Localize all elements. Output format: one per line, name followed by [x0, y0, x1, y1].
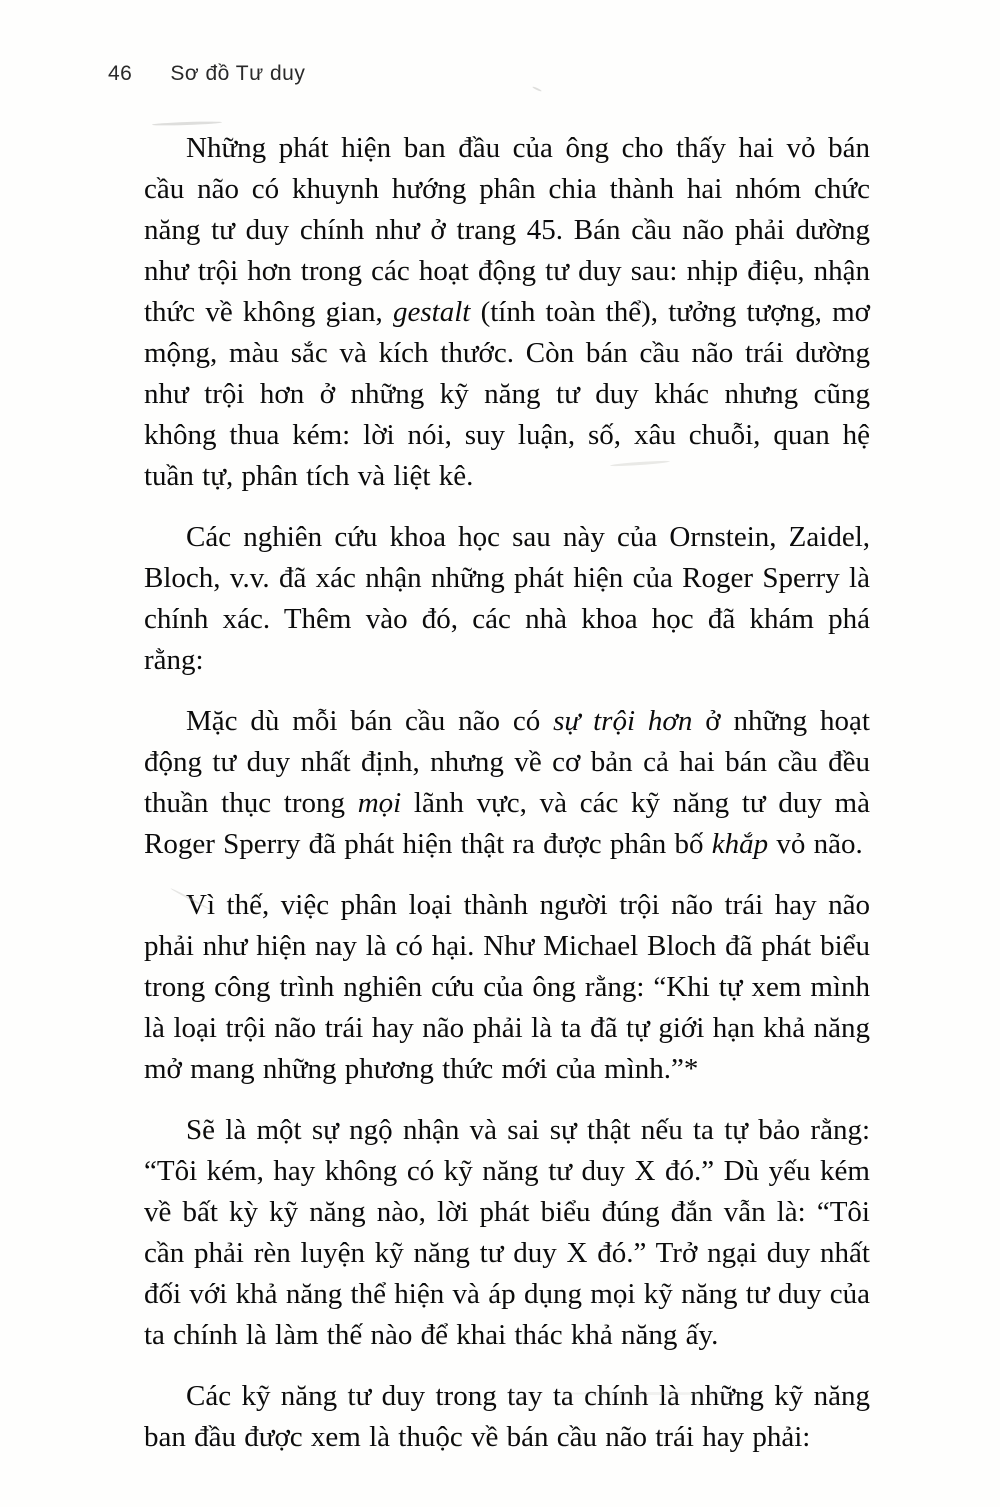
running-header — [108, 62, 305, 86]
paragraph — [144, 1110, 870, 1356]
text-run: Các nghiên cứu khoa học sau này của Ornstein, Zaidel, Bloch, v.v. đã xác nhận những phát hiện của Roger Sperry là chính xác. Thêm vào đó, các nhà khoa học đã khám phá rằng: — [144, 521, 870, 676]
text-run: lãnh vực, và các kỹ năng tư duy mà Roger Sperry đã phát hiện thật ra được phân bố — [144, 787, 870, 860]
italic-text-run: gestalt — [393, 296, 471, 328]
text-run: (tính toàn thể), tưởng tượng, mơ mộng, màu sắc và kích thước. Còn bán cầu não trái dường như trội hơn ở những kỹ năng tư duy khác nhưng cũng không thua kém: lời nói, suy luận, số, xâu chuỗi, quan hệ tuần tự, phân tích và liệt kê. — [144, 296, 870, 492]
text-run: Vì thế, việc phân loại thành người trội não trái hay não phải như hiện nay là có hại. Như Michael Bloch đã phát biểu trong công trình nghiên cứu của ông rằng: “Khi tự xem mình là loại trội não trái hay não phải là ta đã tự giới hạn khả năng mở mang những phương thức mới của mình.”* — [144, 889, 870, 1085]
text-run: ở những hoạt động tư duy nhất định, nhưng về cơ bản cả hai bán cầu đều thuần thục trong — [144, 705, 870, 819]
running-title: Sơ đồ Tư duy — [170, 62, 306, 85]
paragraph — [144, 1376, 870, 1458]
page-body — [144, 128, 870, 1478]
text-run: Mặc dù mỗi bán cầu não có — [186, 705, 554, 737]
paragraph — [144, 128, 870, 497]
text-run: Sẽ là một sự ngộ nhận và sai sự thật nếu ta tự bảo rằng: “Tôi kém, hay không có kỹ năng tư duy X đó.” Dù yếu kém về bất kỳ kỹ năng nào, lời phát biểu đúng đắn vẫn là: “Tôi cần phải rèn luyện kỹ năng tư duy X đó.” Trở ngại duy nhất đối với khả năng thể hiện và áp dụng mọi kỹ năng tư duy của ta chính là làm thế nào để khai thác khả năng ấy. — [144, 1114, 870, 1351]
italic-text-run: khắp — [711, 828, 769, 860]
scan-artifact — [152, 121, 222, 126]
paragraph — [144, 701, 870, 865]
italic-text-run: sự trội hơn — [553, 705, 693, 737]
paragraph — [144, 517, 870, 681]
italic-text-run: mọi — [357, 787, 402, 819]
scan-artifact — [532, 86, 542, 92]
page-number: 46 — [108, 62, 133, 85]
paragraph — [144, 885, 870, 1090]
text-run: Những phát hiện ban đầu của ông cho thấy hai vỏ bán cầu não có khuynh hướng phân chia thành hai nhóm chức năng tư duy chính như ở trang 45. Bán cầu não phải dường như trội hơn trong các hoạt động tư duy sau: nhịp điệu, nhận thức về không gian, — [144, 132, 870, 328]
text-run: Các kỹ năng tư duy trong tay ta chính là những kỹ năng ban đầu được xem là thuộc về bán cầu não trái hay phải: — [144, 1380, 870, 1453]
text-run: vỏ não. — [768, 828, 863, 860]
